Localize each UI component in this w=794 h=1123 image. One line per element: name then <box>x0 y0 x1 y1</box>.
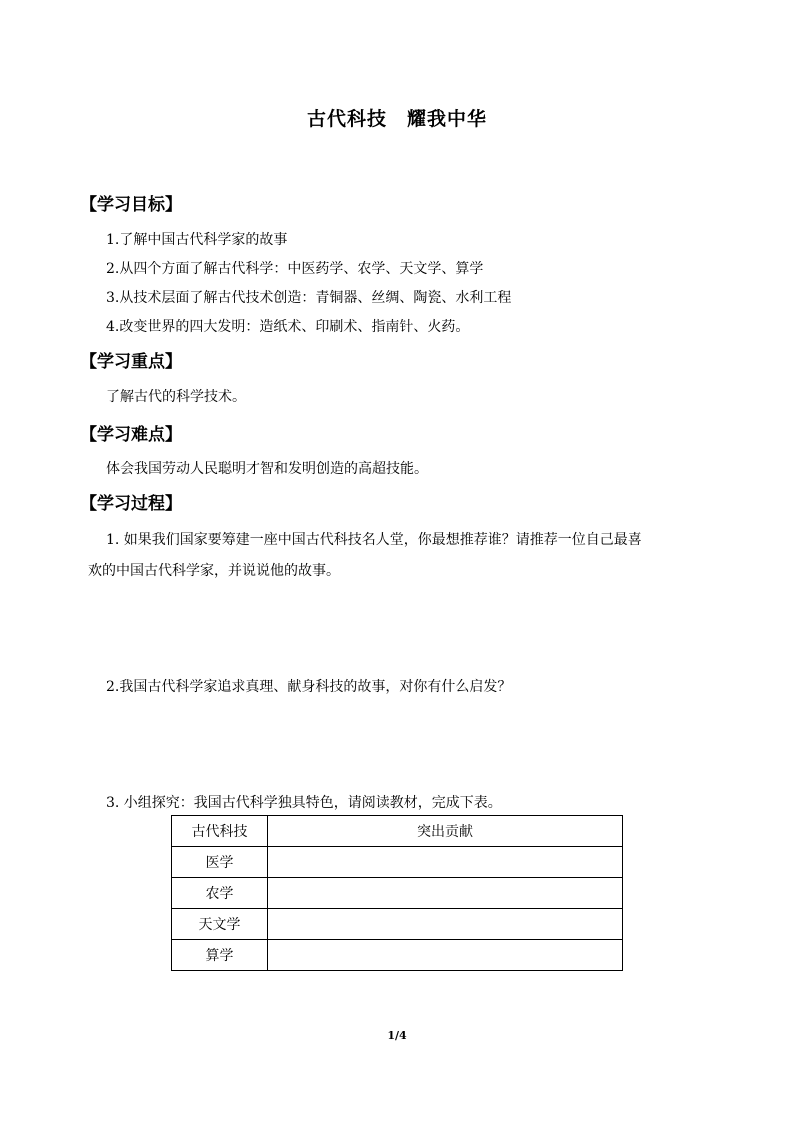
question-1-line-2: 欢的中国古代科学家，并说说他的故事。 <box>88 563 340 579</box>
table-cell-subject: 天文学 <box>172 909 268 940</box>
difficulties-text: 体会我国劳动人民聪明才智和发明创造的高超技能。 <box>106 461 428 477</box>
objective-item: 3.从技术层面了解古代技术创造：青铜器、丝绸、陶瓷、水利工程 <box>106 290 512 306</box>
table-cell-answer[interactable] <box>268 940 623 971</box>
table-cell-subject: 算学 <box>172 940 268 971</box>
table-row <box>172 940 623 971</box>
objective-item: 4.改变世界的四大发明：造纸术、印刷术、指南针、火药。 <box>106 319 470 335</box>
table-row <box>172 847 623 878</box>
table-cell-subject: 农学 <box>172 878 268 909</box>
objective-item: 1.了解中国古代科学家的故事 <box>106 232 288 248</box>
table-header-cell: 突出贡献 <box>268 816 623 847</box>
table-cell-answer[interactable] <box>268 847 623 878</box>
question-1-line-1: 1. 如果我们国家要筹建一座中国古代科技名人堂，你最想推荐谁？请推荐一位自己最喜 <box>106 532 642 548</box>
page-title: 古代科技 耀我中华 <box>306 108 487 130</box>
table-row <box>172 909 623 940</box>
key-points-text: 了解古代的科学技术。 <box>106 389 246 405</box>
contribution-table <box>171 815 623 971</box>
question-2: 2.我国古代科学家追求真理、献身科技的故事，对你有什么启发？ <box>106 679 512 695</box>
page-number: 1/4 <box>387 1029 407 1042</box>
table-header-row <box>172 816 623 847</box>
table-cell-answer[interactable] <box>268 909 623 940</box>
key-points-heading: 【学习重点】 <box>80 352 182 372</box>
table-header-cell: 古代科技 <box>172 816 268 847</box>
question-3: 3. 小组探究：我国古代科学独具特色，请阅读教材，完成下表。 <box>106 795 502 811</box>
process-heading: 【学习过程】 <box>80 494 182 514</box>
objectives-heading: 【学习目标】 <box>80 195 182 215</box>
table-row <box>172 878 623 909</box>
difficulties-heading: 【学习难点】 <box>80 425 182 445</box>
table-cell-subject: 医学 <box>172 847 268 878</box>
objective-item: 2.从四个方面了解古代科学：中医药学、农学、天文学、算学 <box>106 261 484 277</box>
table-cell-answer[interactable] <box>268 878 623 909</box>
